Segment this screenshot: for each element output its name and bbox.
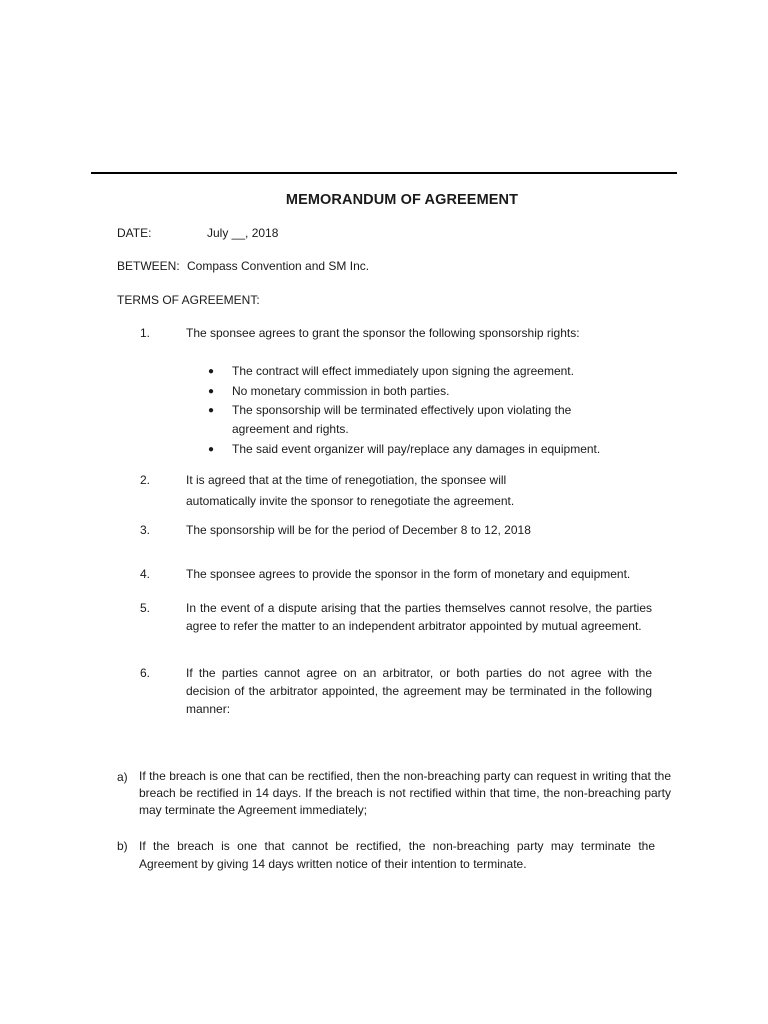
bullet-2-text: No monetary commission in both parties.	[232, 384, 450, 398]
bullet-icon: ●	[208, 405, 215, 416]
item-3-text: The sponsorship will be for the period of December 8 to 12, 2018	[186, 523, 531, 537]
item-5-number: 5.	[140, 601, 151, 615]
item-2-text-line-2: automatically invite the sponsor to renegotiate the agreement.	[186, 494, 515, 508]
bullet-4-text: The said event organizer will pay/replace any damages in equipment.	[232, 442, 601, 456]
document-title: MEMORANDUM OF AGREEMENT	[285, 192, 519, 208]
bullet-3-text-line-2: agreement and rights.	[232, 422, 349, 436]
date-label: DATE:	[117, 226, 152, 240]
bullet-3-text-line-1: The sponsorship will be terminated effectively upon violating the	[232, 403, 572, 417]
bullet-1-text: The contract will effect immediately upon signing the agreement.	[232, 364, 574, 378]
header-rule	[91, 172, 677, 174]
clause-a-text: If the breach is one that can be rectified, then the non-breaching party can request in writing that the breach be rectified in 14 days. If the breach is not rectified within that time, the non-breaching party may terminate the Agreement immediately;	[139, 769, 671, 817]
item-3-number: 3.	[140, 523, 151, 537]
item-6-text: If the parties cannot agree on an arbitrator, or both parties do not agree with the decision of the arbitrator appointed, the agreement may be terminated in the following manner:	[186, 666, 652, 716]
item-2-number: 2.	[140, 473, 151, 487]
between-value: Compass Convention and SM Inc.	[187, 259, 370, 273]
clause-a-label: a)	[117, 770, 128, 784]
bullet-icon: ●	[208, 444, 215, 455]
clause-b-label: b)	[117, 839, 128, 853]
bullet-icon: ●	[208, 386, 215, 397]
clause-b-text: If the breach is one that cannot be rectified, the non-breaching party may terminate the Agreement by giving 14 days written notice of their intention to terminate.	[139, 839, 655, 871]
bullet-icon: ●	[208, 366, 215, 377]
item-2-text-line-1: It is agreed that at the time of renegotiation, the sponsee will	[186, 473, 507, 487]
item-4-number: 4.	[140, 567, 151, 581]
date-value: July __, 2018	[207, 226, 279, 240]
item-1-number: 1.	[140, 326, 151, 340]
item-5-text: In the event of a dispute arising that the parties themselves cannot resolve, the parties agree to refer the matter to an independent arbitrator appointed by mutual agreement.	[186, 601, 652, 633]
item-4-text: The sponsee agrees to provide the sponsor in the form of monetary and equipment.	[186, 567, 631, 581]
item-1-text: The sponsee agrees to grant the sponsor the following sponsorship rights:	[186, 326, 580, 340]
item-6-number: 6.	[140, 666, 151, 680]
between-label: BETWEEN:	[117, 259, 180, 273]
terms-label: TERMS OF AGREEMENT:	[117, 293, 260, 307]
